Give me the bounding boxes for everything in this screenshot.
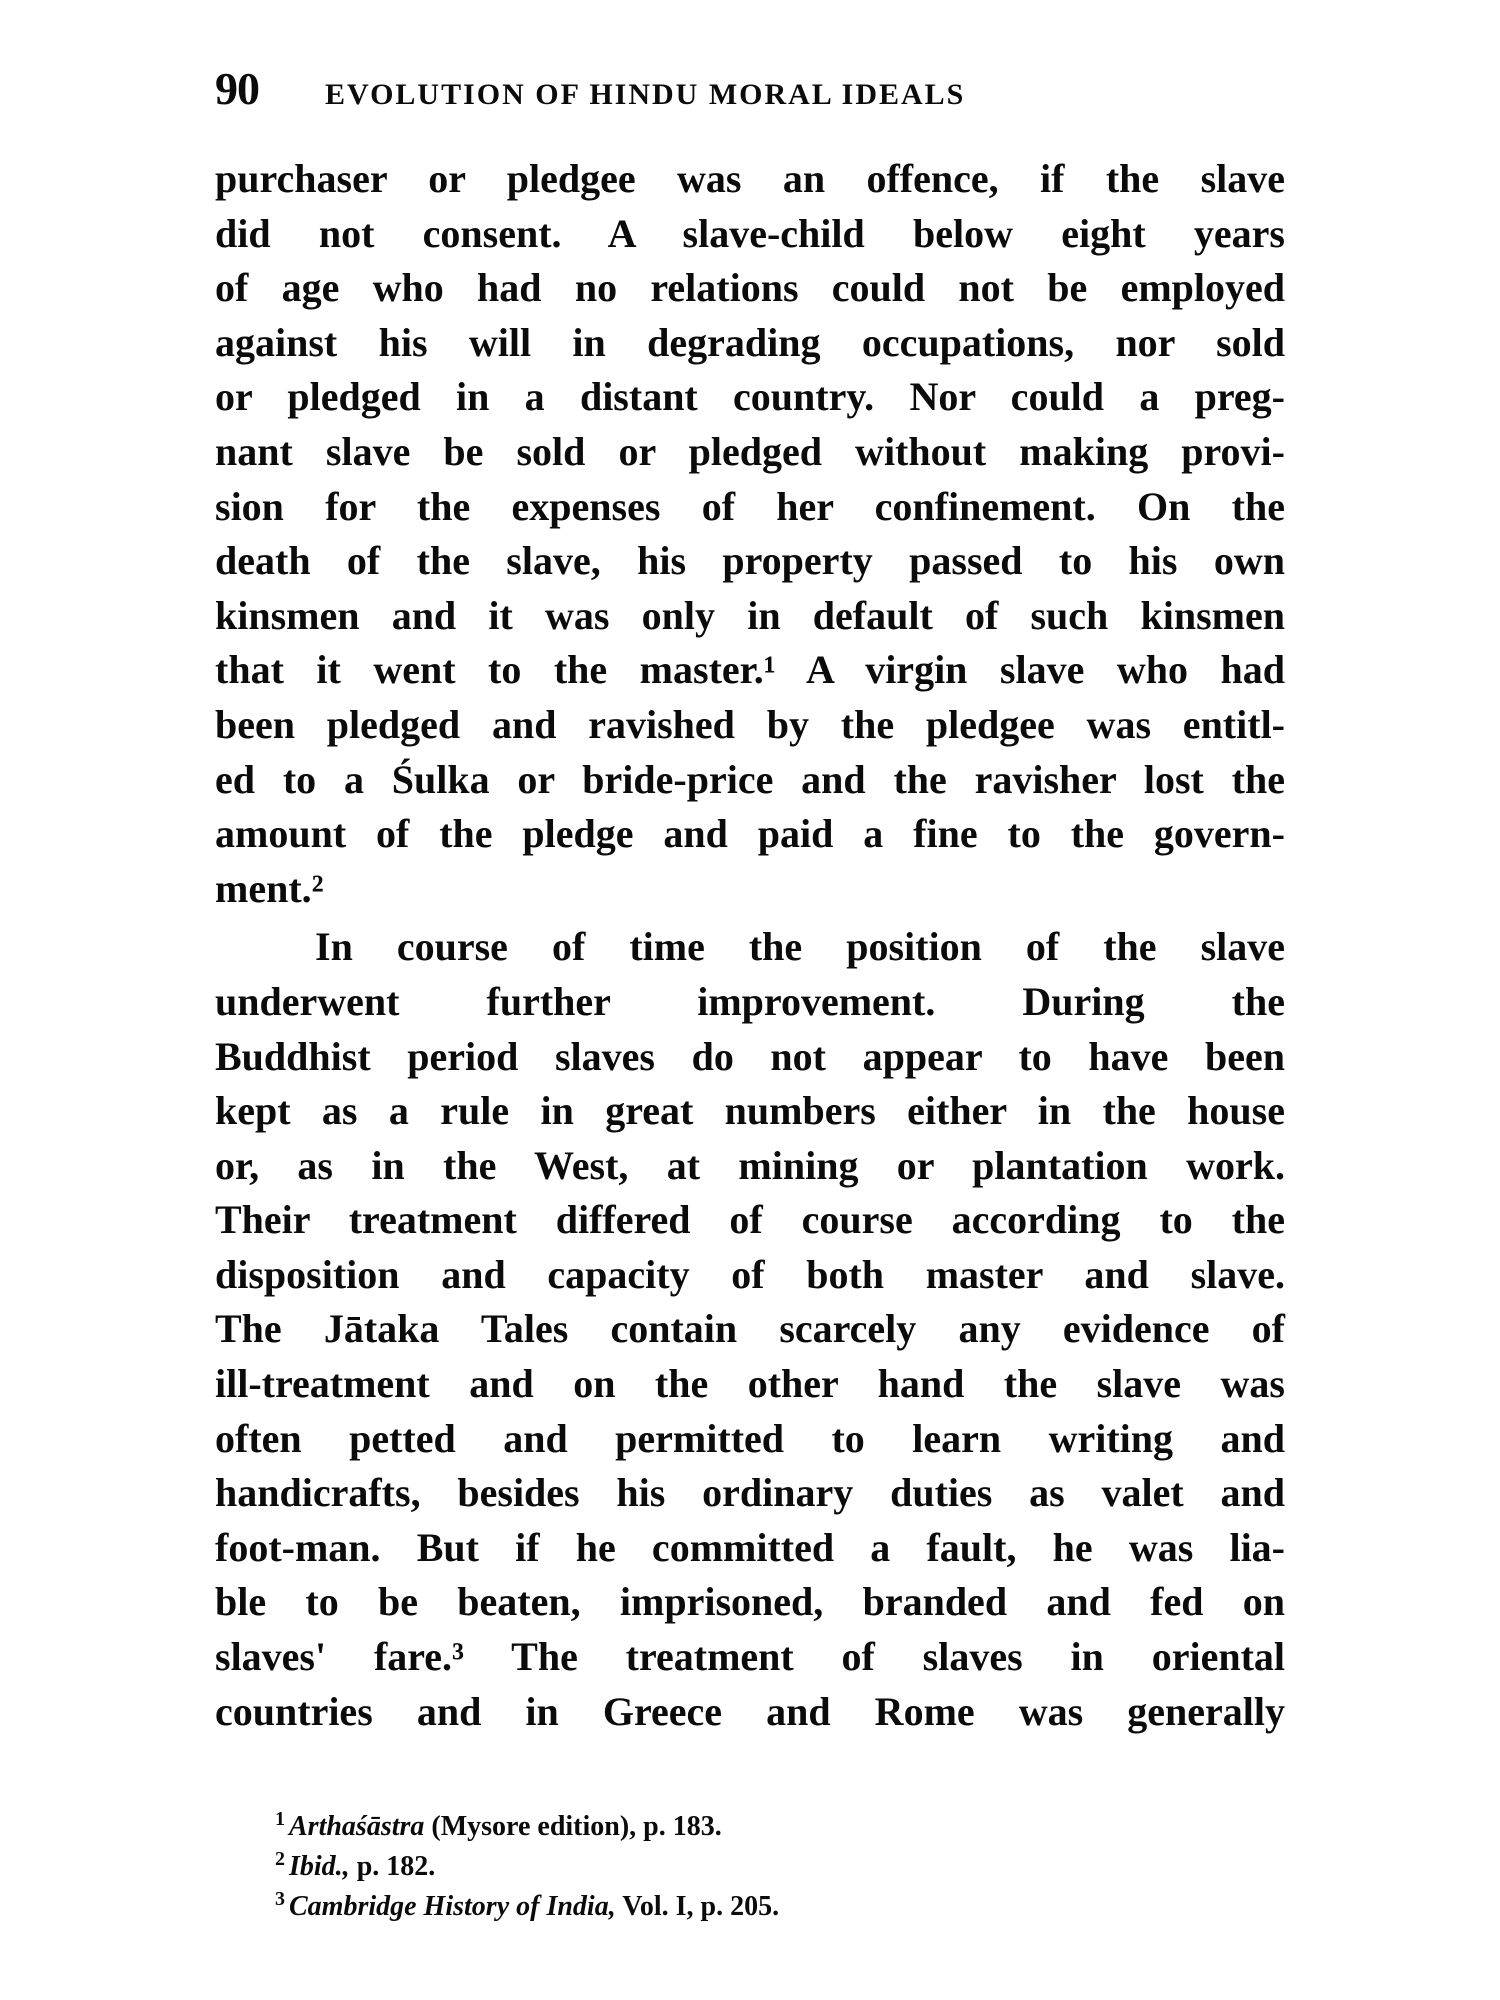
text-line: foot-man. But if he committed a fault, he was lia-	[215, 1524, 1285, 1570]
text-line: countries and in Greece and Rome was generally	[215, 1688, 1285, 1734]
footnote-3	[275, 1887, 1175, 1927]
text-line: against his will in degrading occupations, nor sold	[215, 319, 1285, 365]
text-line: that it went to the master.¹ A virgin slave who had	[215, 647, 1285, 693]
running-title: EVOLUTION OF HINDU MORAL IDEALS	[325, 78, 966, 111]
footnote-mark: 3	[275, 1887, 285, 1910]
footnote-mark: 2	[275, 1847, 285, 1870]
text-line: Their treatment differed of course according to the	[215, 1197, 1285, 1243]
text-line: amount of the pledge and paid a fine to the govern-	[215, 811, 1285, 857]
text-line: kept as a rule in great numbers either in the house	[215, 1088, 1285, 1134]
footnotes	[275, 1807, 1175, 1927]
text-line: sion for the expenses of her confinement. On the	[215, 483, 1285, 529]
text-line: ble to be beaten, imprisoned, branded and fed on	[215, 1579, 1285, 1625]
footnote-1	[275, 1807, 1175, 1847]
footnote-source-title: Ibid.,	[289, 1851, 350, 1882]
text-line: Buddhist period slaves do not appear to have been	[215, 1033, 1285, 1079]
page-number: 90	[215, 63, 259, 114]
text-line: underwent further improvement. During the	[215, 978, 1285, 1024]
text-line: of age who had no relations could not be employed	[215, 265, 1285, 311]
text-line: slaves' fare.³ The treatment of slaves in oriental	[215, 1634, 1285, 1680]
text-line: ed to a Śulka or bride-price and the ravisher lost the	[215, 756, 1285, 802]
text-line: did not consent. A slave-child below eight years	[215, 210, 1285, 256]
text-line: kinsmen and it was only in default of such kinsmen	[215, 592, 1285, 638]
text-line: nant slave be sold or pledged without making provi-	[215, 428, 1285, 474]
body-text	[215, 152, 1285, 1739]
paragraph-2	[215, 920, 1285, 1739]
text-line: In course of time the position of the slave	[315, 924, 1285, 970]
footnote-mark: 1	[275, 1807, 285, 1830]
text-line: death of the slave, his property passed to his own	[215, 538, 1285, 584]
footnote-citation: (Mysore edition), p. 183.	[424, 1811, 722, 1842]
text-line: ment.²	[215, 865, 324, 911]
footnote-citation: Vol. I, p. 205.	[615, 1891, 780, 1922]
footnote-source-title: Cambridge History of India,	[289, 1891, 616, 1922]
text-line: been pledged and ravished by the pledgee was entitl-	[215, 701, 1285, 747]
text-line: often petted and permitted to learn writing and	[215, 1415, 1285, 1461]
text-line: handicrafts, besides his ordinary duties as valet and	[215, 1470, 1285, 1516]
text-line: or, as in the West, at mining or plantation work.	[215, 1142, 1285, 1188]
text-line: disposition and capacity of both master and slave.	[215, 1251, 1285, 1297]
footnote-2	[275, 1847, 1175, 1887]
text-line: or pledged in a distant country. Nor could a preg-	[215, 374, 1285, 420]
text-line: ill-treatment and on the other hand the slave was	[215, 1361, 1285, 1407]
running-header	[215, 62, 1285, 122]
footnote-source-title: Arthaśāstra	[289, 1811, 425, 1842]
text-line: purchaser or pledgee was an offence, if the slave	[215, 156, 1285, 201]
footnote-citation: p. 182.	[349, 1851, 436, 1882]
text-line: The Jātaka Tales contain scarcely any evidence of	[215, 1306, 1285, 1352]
paragraph-1	[215, 152, 1285, 916]
